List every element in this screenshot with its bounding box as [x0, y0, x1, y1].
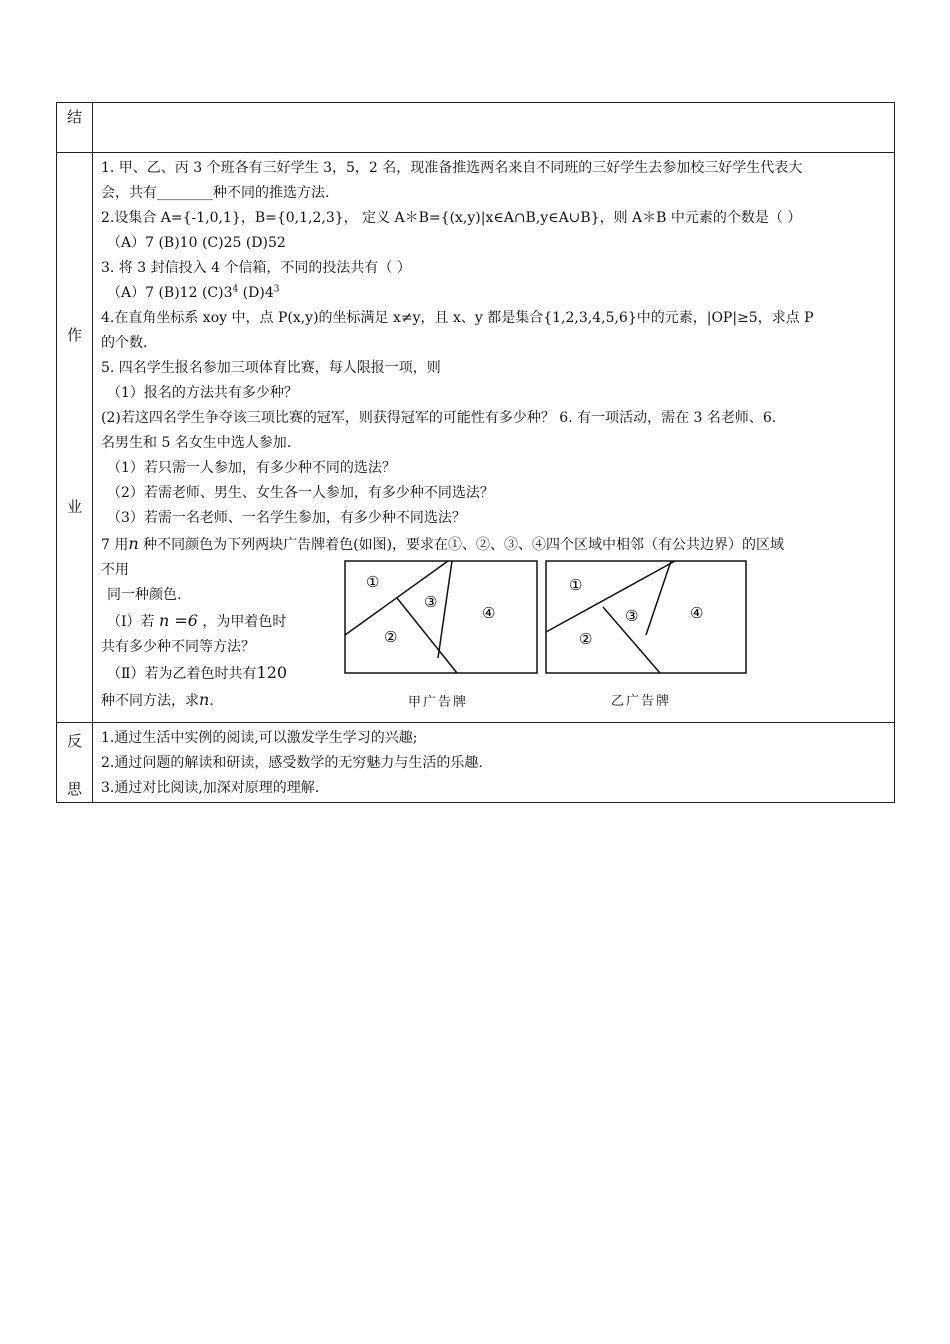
reflection-label-2: 思 — [66, 780, 82, 798]
q3-option-d-exponent: 3 — [273, 284, 280, 295]
q7-part-2-variable: n — [199, 690, 210, 709]
q7-part-1-equation: n =6 — [158, 611, 198, 630]
billboard-jia-caption: 甲广告牌 — [408, 695, 469, 710]
q3-option-text: （A）7 (B)12 (C)3 — [107, 285, 233, 301]
question-6-part-2: （2）若需老师、男生、女生各一人参加，有多少种不同选法？ — [107, 485, 494, 501]
jia-region-4: ④ — [482, 604, 496, 622]
billboard-yi-figure — [545, 560, 751, 685]
summary-label-cell — [57, 103, 93, 153]
homework-row — [57, 153, 895, 723]
question-5: 5. 四名学生报名参加三项体育比赛，每人限报一项，则 — [101, 360, 441, 376]
billboard-yi-diagram — [545, 560, 751, 676]
reflection-row — [57, 723, 895, 803]
homework-label-cell — [57, 153, 93, 723]
question-5-part-1: （1）报名的方法共有多少种？ — [107, 385, 298, 401]
homework-table — [56, 102, 895, 803]
summary-label: 结 — [66, 108, 82, 126]
reflection-item-2: 2.通过问题的解读和研读，感受数学的无穷魅力与生活的乐趣. — [101, 755, 483, 771]
question-7-figure-area — [101, 558, 886, 708]
question-5-part-2: (2)若这四名学生争夺该三项比赛的冠军，则获得冠军的可能性有多少种？ 6. 有一项活动，需在 3 名老师、6. — [101, 410, 777, 426]
q7-part-2-period: . — [209, 693, 214, 709]
q7-part-2-question — [101, 687, 331, 714]
homework-label-1: 作 — [66, 326, 82, 344]
jia-region-1: ① — [366, 573, 380, 591]
yi-region-2: ② — [579, 630, 593, 648]
summary-content-cell — [93, 103, 895, 153]
billboard-jia-diagram — [344, 560, 540, 676]
q7-part-1 — [101, 608, 331, 635]
billboard-yi-divider-2 — [646, 561, 671, 635]
q7-part-2-number: 120 — [256, 663, 288, 682]
q7-part-1-suffix: ，为甲着色时 — [197, 614, 287, 630]
q3-option-c-exponent: 4 — [232, 284, 239, 295]
question-2: 2.设集合 A={-1,0,1}，B={0,1,2,3}， 定义 A＊B={(x,y)|x∈A∩B,y∈A∪B}，则 A＊B 中元素的个数是（ ） — [101, 210, 802, 226]
homework-label-2: 业 — [66, 498, 82, 516]
question-3: 3. 将 3 封信投入 4 个信箱，不同的投法共有（ ） — [101, 260, 411, 276]
q7-line-2: 不用 — [101, 562, 129, 578]
q7-prefix: 7 用 — [101, 537, 129, 553]
q7-line-3: 同一种颜色. — [107, 587, 182, 603]
question-7-line-1 — [101, 531, 886, 558]
reflection-label-cell — [57, 723, 93, 803]
question-1-line-2: 会，共有________种不同的推选方法. — [101, 185, 330, 201]
jia-region-3: ③ — [424, 593, 438, 611]
question-6-part-3: （3）若需一名老师、一名学生参加，有多少种不同选法？ — [107, 510, 466, 526]
reflection-item-1: 1.通过生活中实例的阅读,可以激发学生学习的兴趣; — [101, 730, 418, 746]
question-6-part-1: （1）若只需一人参加，有多少种不同的选法？ — [107, 460, 396, 476]
q7-part-2-text: 种不同方法，求 — [101, 693, 199, 709]
billboard-yi-caption: 乙广告牌 — [611, 694, 672, 709]
yi-region-3: ③ — [625, 607, 639, 625]
q7-part-2-prefix: （Ⅱ）若为乙着色时共有 — [107, 666, 257, 682]
q7-variable-n: n — [128, 534, 139, 553]
q7-text: 种不同颜色为下列两块广告牌着色(如图)，要求在①、②、③、④四个区域中相邻（有公共边界）的区域 — [138, 537, 785, 553]
q3-option-d: (D)4 — [238, 285, 274, 301]
reflection-content-cell — [93, 723, 895, 803]
question-3-options — [101, 281, 886, 306]
summary-row — [57, 103, 895, 153]
yi-region-1: ① — [569, 576, 583, 594]
jia-region-2: ② — [384, 628, 398, 646]
billboard-yi-divider-1 — [546, 561, 675, 632]
reflection-item-3: 3.通过对比阅读,加深对原理的理解. — [101, 780, 320, 796]
homework-content-cell — [93, 153, 895, 723]
billboard-jia-figure — [344, 560, 540, 685]
billboard-jia-divider-2 — [438, 561, 452, 658]
question-4-line-1: 4.在直角坐标系 xoy 中，点 P(x,y)的坐标满足 x≠y，且 x、y 都是集合{1,2,3,4,5,6}中的元素，|OP|≥5，求点 P — [101, 310, 814, 326]
question-2-options: （A）7 (B)10 (C)25 (D)52 — [107, 235, 286, 251]
q7-part-2 — [101, 660, 331, 687]
q7-part-1-question: 共有多少种不同等方法？ — [101, 639, 255, 655]
yi-region-4: ④ — [690, 604, 704, 622]
question-6-line: 名男生和 5 名女生中选人参加. — [101, 435, 292, 451]
q7-part-1-prefix: （Ⅰ）若 — [107, 614, 159, 630]
question-1-line-1: 1. 甲、乙、丙 3 个班各有三好学生 3，5，2 名，现准备推选两名来自不同班的三好学生去参加校三好学生代表大 — [101, 160, 803, 176]
question-4-line-2: 的个数. — [101, 335, 148, 351]
reflection-label-1: 反 — [66, 732, 82, 750]
question-7-text-block — [101, 558, 331, 714]
